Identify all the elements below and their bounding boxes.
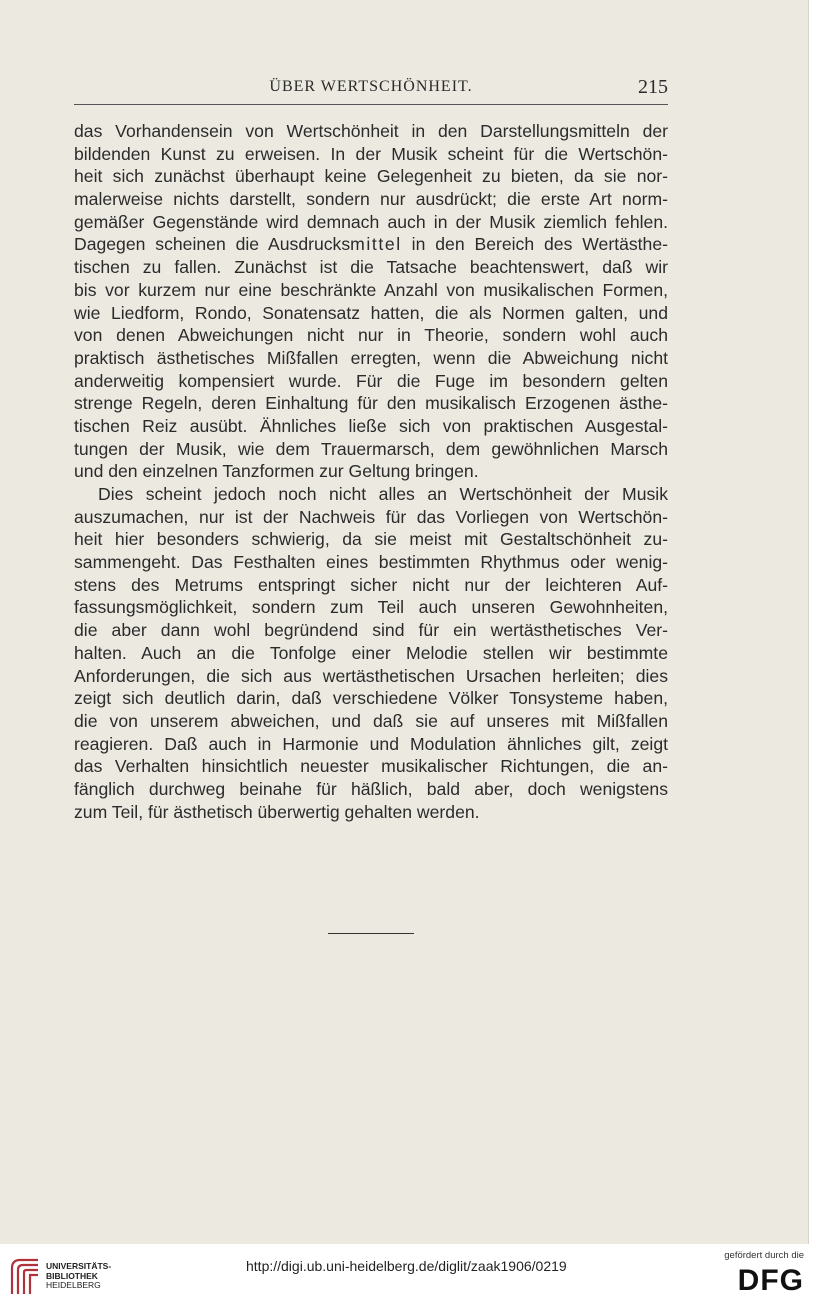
library-name-line-1: UNIVERSITÄTS- — [46, 1261, 112, 1271]
library-name — [46, 1262, 111, 1291]
library-name-line-3: HEIDELBERG — [46, 1280, 101, 1290]
text-line: und den einzelnen Tanzformen zur Geltung bringen. — [74, 461, 479, 482]
text-line: wie Liedform, Rondo, Sonatensatz hatten, die als Normen galten, und — [74, 302, 668, 323]
dfg-logo[interactable]: DFG — [737, 1264, 804, 1297]
body-text — [74, 120, 668, 823]
text-line: fänglich durchweg beinahe für häßlich, bald aber, doch wenigstens — [74, 778, 668, 799]
text-line: gemäßer Gegenstände wird demnach auch in der Musik ziemlich fehlen. — [74, 211, 668, 232]
university-library-logo-icon[interactable] — [8, 1254, 42, 1296]
text-line: das Vorhandensein von Wertschönheit in den Darstellungsmitteln der — [74, 121, 668, 141]
text-line: strenge Regeln, deren Einhaltung für den musikalisch Erzogenen ästhe- — [74, 393, 668, 414]
paragraph — [74, 483, 668, 823]
text-line: tischen Reiz ausübt. Ähnliches ließe sich von praktischen Ausgestal- — [74, 415, 668, 436]
section-end-rule — [328, 933, 414, 934]
text-line: bis vor kurzem nur eine beschränkte Anzahl von musikalischen Formen, — [74, 279, 668, 300]
footer — [0, 1244, 816, 1304]
paragraphs — [74, 120, 668, 823]
text-line: malerweise nichts darstellt, sondern nur ausdrückt; die erste Art norm- — [74, 189, 668, 210]
text-run: in den Bereich des Wertästhe- — [401, 234, 668, 255]
text-line — [74, 233, 668, 256]
text-line: anderweitig kompensiert wurde. Für die Fuge im besondern gelten — [74, 370, 668, 391]
library-name-line-2: BIBLIOTHEK — [46, 1270, 98, 1281]
text-line: das Verhalten hinsichtlich neuester musikalischer Richtungen, die an- — [74, 756, 668, 777]
text-line: zeigt sich deutlich darin, daß verschiedene Völker Tonsysteme haben, — [74, 688, 668, 709]
funded-by-label: gefördert durch die — [724, 1250, 804, 1261]
text-line: zum Teil, für ästhetisch überwertig gehalten werden. — [74, 801, 480, 822]
text-line: stens des Metrums entspringt sicher nicht nur der leichteren Auf- — [74, 574, 668, 595]
text-line: die aber dann wohl begründend sind für ein wertästhetisches Ver- — [74, 620, 668, 641]
text-line: tischen zu fallen. Zunächst ist die Tatsache beachtenswert, daß wir — [74, 257, 668, 278]
text-line: die von unserem abweichen, und daß sie auf unseres mit Mißfallen — [74, 710, 668, 731]
text-line: von denen Abweichungen nicht nur in Theorie, sondern wohl auch — [74, 325, 668, 346]
text-run: Dagegen scheinen die Ausdrucks — [74, 234, 351, 255]
paragraph — [74, 120, 668, 483]
text-line: praktisch ästhetisches Mißfallen erregten, wenn die Abweichung nicht — [74, 347, 668, 368]
text-line: Dies scheint jedoch noch nicht alles an Wertschönheit der Musik — [98, 484, 668, 504]
permalink-url[interactable]: http://digi.ub.uni-heidelberg.de/diglit/zaak1906/0219 — [246, 1258, 567, 1274]
text-line: Anforderungen, die sich aus wertästhetischen Ursachen herleiten; dies — [74, 665, 668, 686]
text-line: fassungsmöglichkeit, sondern zum Teil auch unseren Gewohnheiten, — [74, 597, 668, 618]
header-rule — [74, 104, 668, 105]
text-line: sammengeht. Das Festhalten eines bestimmten Rhythmus oder wenig- — [74, 552, 668, 573]
page-header — [74, 74, 668, 104]
text-line: halten. Auch an die Tonfolge einer Melodie stellen wir bestimmte — [74, 642, 668, 663]
text-line: auszumachen, nur ist der Nachweis für das Vorliegen von Wertschön- — [74, 506, 668, 527]
page-number: 215 — [638, 76, 668, 98]
text-line: tungen der Musik, wie dem Trauermarsch, dem gewöhnlichen Marsch — [74, 438, 668, 459]
text-line: heit hier besonders schwierig, da sie meist mit Gestaltschönheit zu- — [74, 529, 668, 550]
text-line: bildenden Kunst zu erweisen. In der Musik scheint für die Wertschön- — [74, 143, 668, 164]
running-title: ÜBER WERTSCHÖNHEIT. — [269, 78, 473, 95]
text-line: heit sich zunächst überhaupt keine Gelegenheit zu bieten, da sie nor- — [74, 166, 668, 187]
letterspaced-emphasis: mittel — [350, 234, 402, 255]
text-line: reagieren. Daß auch in Harmonie und Modulation ähnliches gilt, zeigt — [74, 733, 668, 754]
